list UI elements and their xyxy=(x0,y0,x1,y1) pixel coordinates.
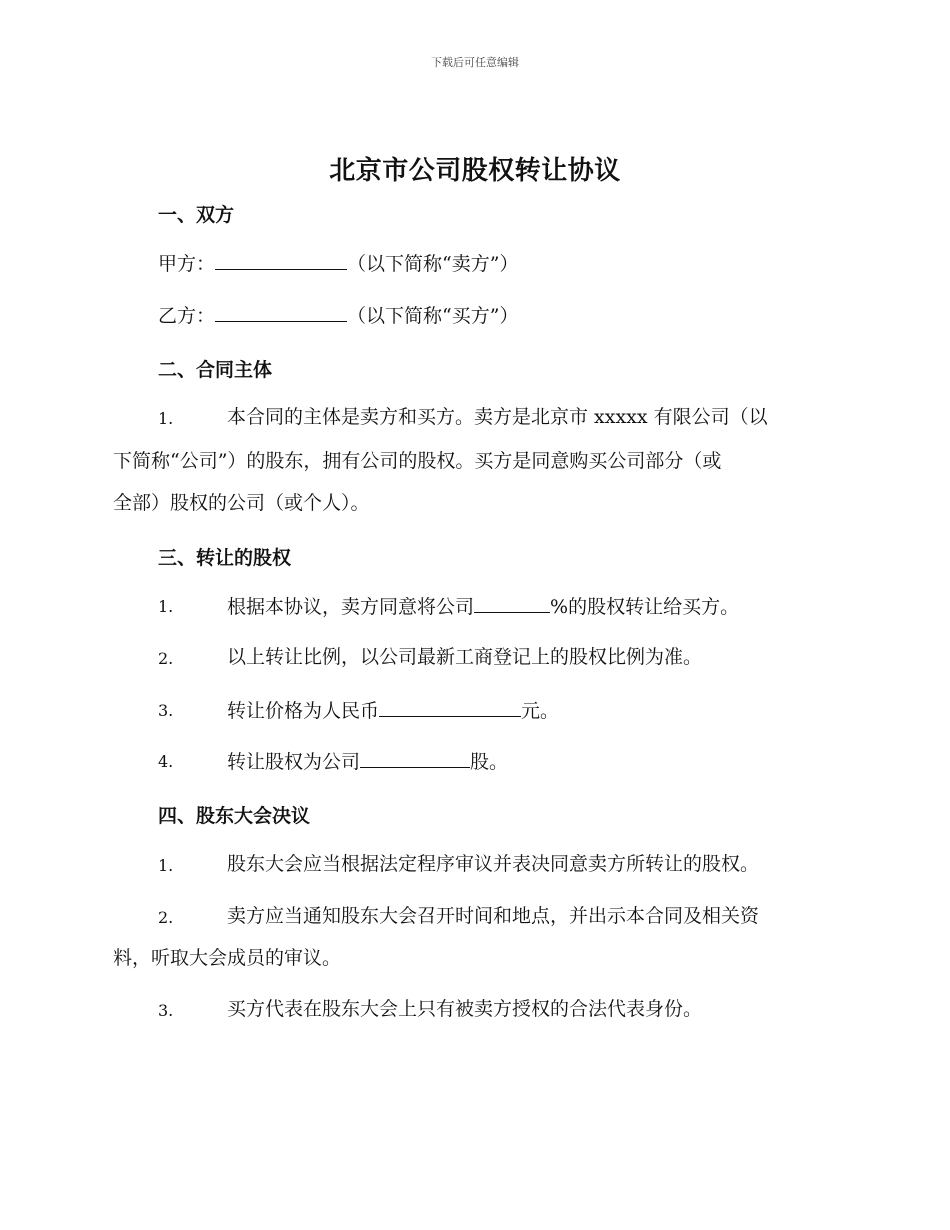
transfer-item-1-post: %的股权转让给买方。 xyxy=(550,596,740,618)
transfer-item-3-pre: 转让价格为人民币 xyxy=(227,700,380,722)
transfer-item-1-pre: 根据本协议，卖方同意将公司 xyxy=(227,596,475,618)
item-number: 1. xyxy=(158,409,174,428)
party-a-blank[interactable] xyxy=(215,251,347,270)
price-blank[interactable] xyxy=(379,698,521,717)
section-heading-subject: 二、合同主体 xyxy=(158,359,273,381)
transfer-item-4-post: 股。 xyxy=(470,751,509,773)
item-number: 1. xyxy=(158,597,174,616)
resolution-item-2-line1: 卖方应当通知股东大会召开时间和地点，并出示本合同及相关资 xyxy=(227,905,760,927)
party-a-line xyxy=(158,251,518,275)
transfer-item-4 xyxy=(227,749,508,773)
document-title: 北京市公司股权转让协议 xyxy=(329,156,621,186)
party-b-suffix: （以下简称“买方”） xyxy=(347,305,519,327)
party-b-label: 乙方： xyxy=(158,305,216,327)
section-heading-transfer: 三、转让的股权 xyxy=(158,547,292,569)
section-heading-resolution: 四、股东大会决议 xyxy=(158,805,311,827)
transfer-item-4-pre: 转让股权为公司 xyxy=(227,751,361,773)
transfer-item-3-post: 元。 xyxy=(521,700,560,722)
section-heading-parties: 一、双方 xyxy=(158,204,235,226)
item-number: 3. xyxy=(158,1001,174,1020)
item-number: 3. xyxy=(158,701,174,720)
percentage-blank[interactable] xyxy=(474,594,550,613)
item-number: 1. xyxy=(158,856,174,875)
party-a-label: 甲方： xyxy=(158,253,216,275)
subject-para-line3: 全部）股权的公司（或个人）。 xyxy=(113,492,370,514)
header-note: 下载后可任意编辑 xyxy=(431,56,519,69)
party-a-suffix: （以下简称“卖方”） xyxy=(347,253,519,275)
shares-blank[interactable] xyxy=(360,749,470,768)
transfer-item-1 xyxy=(227,594,739,618)
subject-para-line2: 下简称“公司”）的股东，拥有公司的股权。买方是同意购买公司部分（或 xyxy=(113,450,722,472)
subject-para-line1: 本合同的主体是卖方和买方。卖方是北京市 xxxxx 有限公司（以 xyxy=(227,406,768,428)
item-number: 2. xyxy=(158,908,174,927)
resolution-item-3: 买方代表在股东大会上只有被卖方授权的合法代表身份。 xyxy=(227,998,703,1020)
party-b-line xyxy=(158,303,518,327)
transfer-item-3 xyxy=(227,698,559,722)
resolution-item-2-line2: 料，听取大会成员的审议。 xyxy=(113,947,342,969)
party-b-blank[interactable] xyxy=(215,303,347,322)
item-number: 4. xyxy=(158,752,174,771)
resolution-item-1: 股东大会应当根据法定程序审议并表决同意卖方所转让的股权。 xyxy=(227,853,760,875)
transfer-item-2: 以上转让比例，以公司最新工商登记上的股权比例为准。 xyxy=(227,646,703,668)
item-number: 2. xyxy=(158,649,174,668)
